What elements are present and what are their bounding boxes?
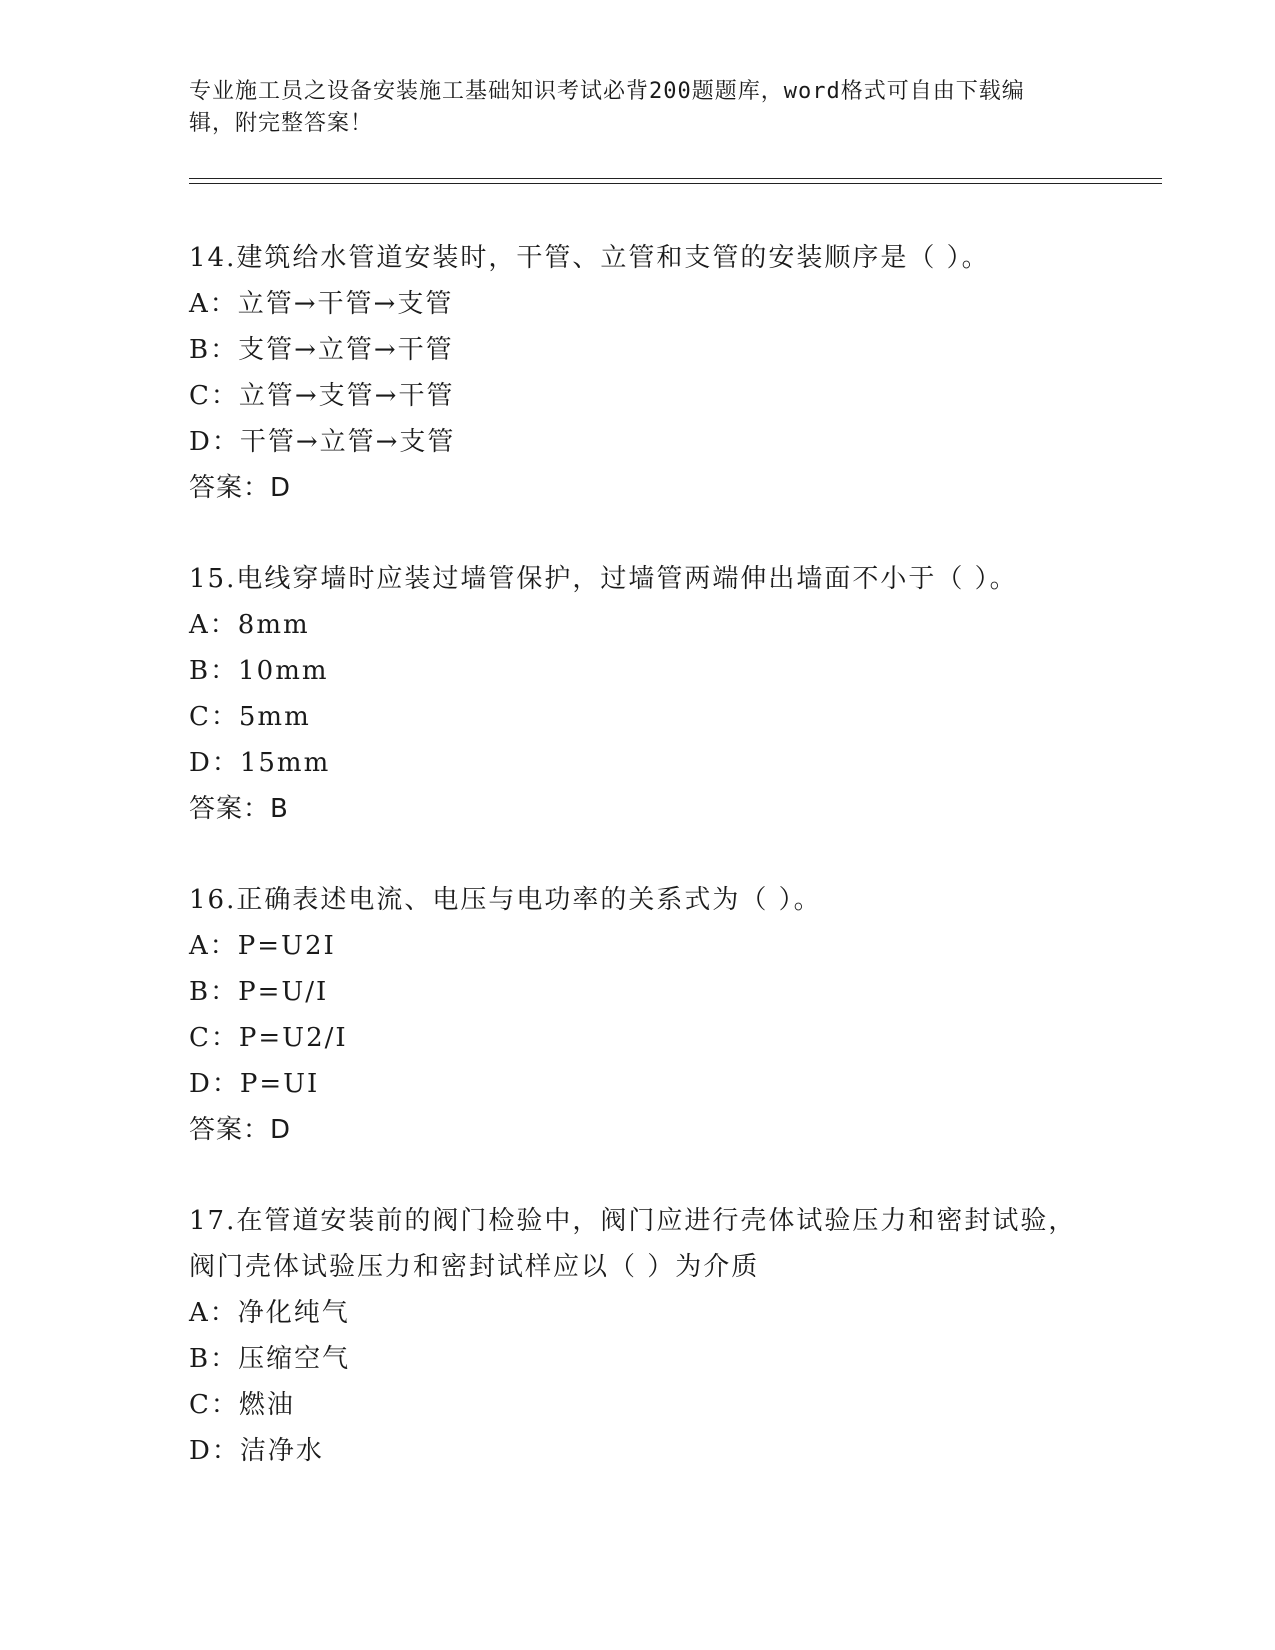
question-stem: 17.在管道安装前的阀门检验中，阀门应进行壳体试验压力和密封试验，阀门壳体试验压力和密封试样应以（ ）为介质 <box>189 1206 1077 1282</box>
option-a: A：P=U2I <box>189 931 336 961</box>
answer: 答案：D <box>189 1115 292 1145</box>
option-b: B：10mm <box>189 656 329 686</box>
question-14 <box>189 235 1089 511</box>
option-a: A：立管→干管→支管 <box>189 289 454 319</box>
option-b: B：压缩空气 <box>189 1344 351 1374</box>
question-16 <box>189 877 1089 1153</box>
option-d: D：P=UI <box>189 1069 320 1099</box>
option-b: B：P=U/I <box>189 977 329 1007</box>
option-c: C：P=U2/I <box>189 1023 348 1053</box>
option-d: D：洁净水 <box>189 1436 324 1466</box>
option-b: B：支管→立管→干管 <box>189 335 454 365</box>
question-stem: 14.建筑给水管道安装时，干管、立管和支管的安装顺序是（ ）。 <box>189 243 990 273</box>
answer: 答案：D <box>189 473 292 503</box>
option-d: D：15mm <box>189 748 331 778</box>
option-c: C：5mm <box>189 702 311 732</box>
option-a: A：8mm <box>189 610 310 640</box>
question-stem: 15.电线穿墙时应装过墙管保护，过墙管两端伸出墙面不小于（ ）。 <box>189 564 1018 594</box>
document-header: 专业施工员之设备安装施工基础知识考试必背200题题库，word格式可自由下载编辑，附完整答案！ <box>189 79 1025 136</box>
header-divider-top <box>189 178 1162 179</box>
option-c: C：燃油 <box>189 1390 295 1420</box>
question-15 <box>189 556 1089 832</box>
answer: 答案：B <box>189 794 289 824</box>
option-d: D：干管→立管→支管 <box>189 427 456 457</box>
option-a: A：净化纯气 <box>189 1298 350 1328</box>
header-divider-bottom <box>189 183 1162 184</box>
question-17 <box>189 1198 1089 1474</box>
option-c: C：立管→支管→干管 <box>189 381 455 411</box>
question-stem: 16.正确表述电流、电压与电功率的关系式为（ ）。 <box>189 885 822 915</box>
